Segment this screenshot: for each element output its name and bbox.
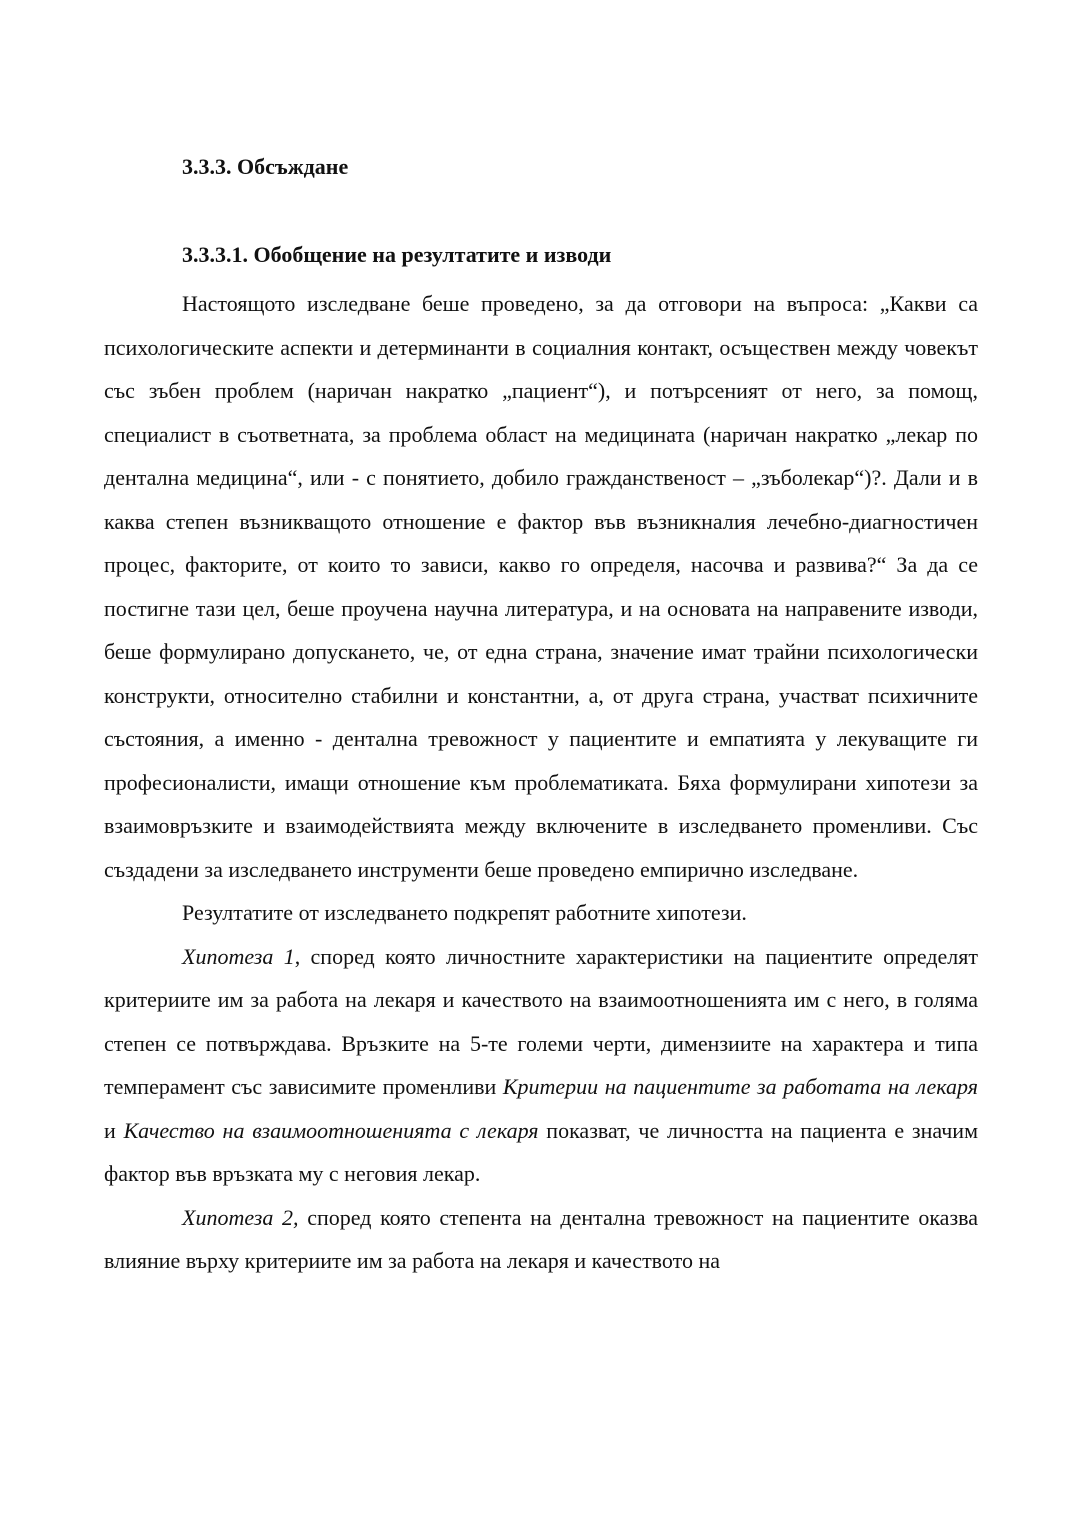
variable-relationship-quality: Качество на взаимоотношенията с лекаря: [123, 1117, 539, 1143]
variable-criteria: Критерии на пациентите за работата на лекаря: [502, 1074, 978, 1099]
subsection-heading: 3.3.3.1. Обобщение на резултатите и изводи: [182, 242, 612, 267]
section-heading: 3.3.3. Обсъждане: [182, 154, 349, 179]
paragraph-hypothesis-1: [104, 935, 978, 1196]
hypothesis-1-text-b: показват, че личността на пациента е значим фактор във връзката му с неговия лекар.: [104, 1117, 978, 1186]
hypothesis-2-text: според която степента на дентална тревожност на пациентите оказва влияние върху критериите им за работа на лекаря и качеството на: [104, 1204, 978, 1273]
paragraph-results: Резултатите от изследването подкрепят работните хипотези.: [182, 900, 747, 925]
body-text: [104, 282, 978, 1283]
conjunction: и: [104, 1117, 124, 1143]
hypothesis-1-text-a: , според която личностните характеристики на пациентите определят критериите им за работа на лекаря и качеството на взаимоотношенията им с него, в голяма степен се потвърждава. Връзките на 5-те големи черти, димензиите на характера и типа темперамент със зависимите променливи: [104, 943, 978, 1099]
hypothesis-2-label: Хипотеза 2,: [182, 1204, 299, 1230]
paragraph-hypothesis-2: [104, 1196, 978, 1283]
paragraph-summary: Настоящото изследване беше проведено, за да отговори на въпроса: „Какви са психологическите аспекти и детерминанти в социалния контакт, осъществен между човекът със зъбен проблем (наричан накратко „пациент“), и потърсеният от него, за помощ, специалист в съответната, за проблема област на медицината (наричан накратко „лекар по дентална медицина“, или - с понятието, добило гражданственост – „зъболекар“)?. Дали и в каква степен възникващото отношение е фактор във възникналия лечебно-диагностичен процес, факторите, от които то зависи, какво го определя, насочва и развива?“ За да се постигне тази цел, беше проучена научна литература, и на основата на направените изводи, беше формулирано допускането, че, от една страна, значение имат трайни психологически конструкти, относително стабилни и константни, а, от друга страна, участват психичните състояния, а именно - дентална тревожност у пациентите и емпатията у лекуващите ги професионалисти, имащи отношение към проблематиката. Бяха формулирани хипотези за взаимовръзките и взаимодействията между включените в изследването променливи. Със създадени за изследването инструменти беше проведено емпирично изследване.: [104, 291, 978, 882]
hypothesis-1-label: Хипотеза 1: [182, 943, 295, 969]
